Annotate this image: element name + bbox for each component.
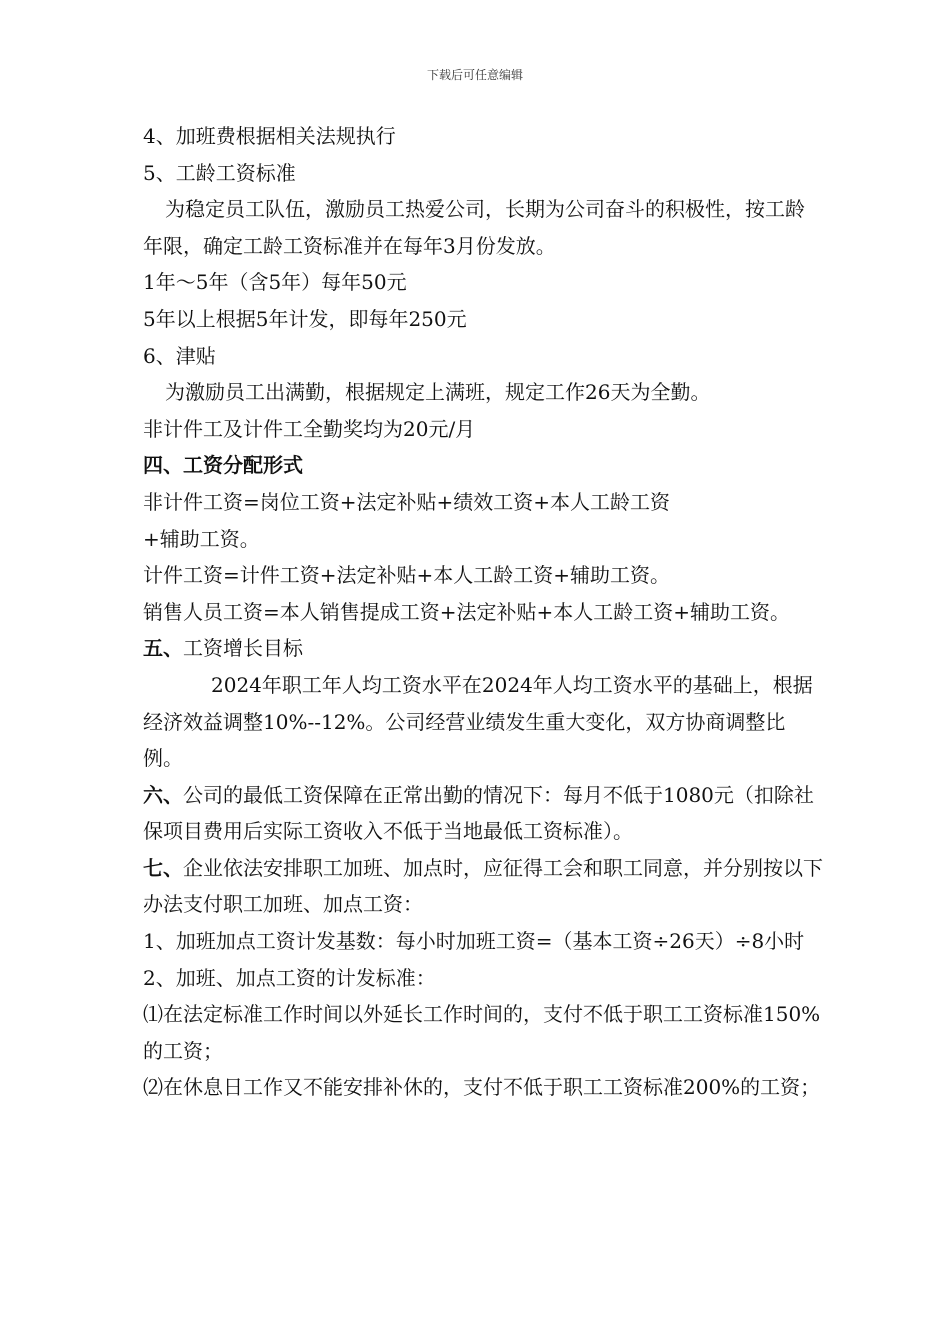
paragraph-allowance-heading: 6、津贴 <box>143 343 216 368</box>
section-text-7: 企业依法安排职工加班、加点时，应征得工会和职工同意，并分别按以下办法支付职工加班、加点工资： <box>143 855 823 917</box>
paragraph-overtime-restday: ⑵在休息日工作又不能安排补休的，支付不低于职工工资标准200%的工资； <box>143 1075 821 1100</box>
paragraph-overtime-standard: 2、加班、加点工资的计发标准： <box>143 965 436 990</box>
section-7 <box>143 850 823 923</box>
paragraph-overtime-base: 1、加班加点工资计发基数：每小时加班工资=（基本工资÷26天）÷8小时 <box>143 929 805 954</box>
section-number-6: 六、 <box>143 782 183 807</box>
paragraph-seniority-purpose: 为稳定员工队伍，激励员工热爱公司，长期为公司奋斗的积极性，按工龄年限，确定工龄工资标准并在每年3月份发放。 <box>143 197 805 258</box>
paragraph-growth-target: 2024年职工年人均工资水平在2024年人均工资水平的基础上，根据经济效益调整10%--12%。公司经营业绩发生重大变化，双方协商调整比例。 <box>143 672 813 771</box>
section-number-7: 七、 <box>143 855 183 880</box>
paragraph-seniority-tier-2: 5年以上根据5年计发，即每年250元 <box>143 306 467 331</box>
document-body <box>143 118 823 1106</box>
section-title-5: 工资增长目标 <box>183 636 303 661</box>
paragraph-non-piece-wage-cont: +辅助工资。 <box>143 526 260 551</box>
paragraph-attendance-rule: 为激励员工出满勤，根据规定上满班，规定工作26天为全勤。 <box>165 380 711 405</box>
section-heading-4: 四、工资分配形式 <box>143 453 303 478</box>
page-header: 下载后可任意编辑 <box>426 68 523 82</box>
section-number-5: 五、 <box>143 636 183 661</box>
paragraph-seniority-heading: 5、工龄工资标准 <box>143 160 296 185</box>
section-heading-5 <box>143 630 823 667</box>
section-text-6: 公司的最低工资保障在正常出勤的情况下：每月不低于1080元（扣除社保项目费用后实际工资收入不低于当地最低工资标准）。 <box>143 782 814 844</box>
paragraph-non-piece-wage: 非计件工资=岗位工资+法定补贴+绩效工资+本人工龄工资 <box>143 489 671 514</box>
paragraph-sales-wage: 销售人员工资=本人销售提成工资+法定补贴+本人工龄工资+辅助工资。 <box>143 599 791 624</box>
paragraph-overtime-weekday: ⑴在法定标准工作时间以外延长工作时间的，支付不低于职工工资标准150%的工资； <box>143 1002 821 1063</box>
paragraph-piece-wage: 计件工资=计件工资+法定补贴+本人工龄工资+辅助工资。 <box>143 563 671 588</box>
section-6 <box>143 777 823 850</box>
paragraph-attendance-bonus: 非计件工及计件工全勤奖均为20元/月 <box>143 416 476 441</box>
paragraph-seniority-tier-1: 1年～5年（含5年）每年50元 <box>143 270 407 295</box>
paragraph-overtime-pay: 4、加班费根据相关法规执行 <box>143 124 396 148</box>
